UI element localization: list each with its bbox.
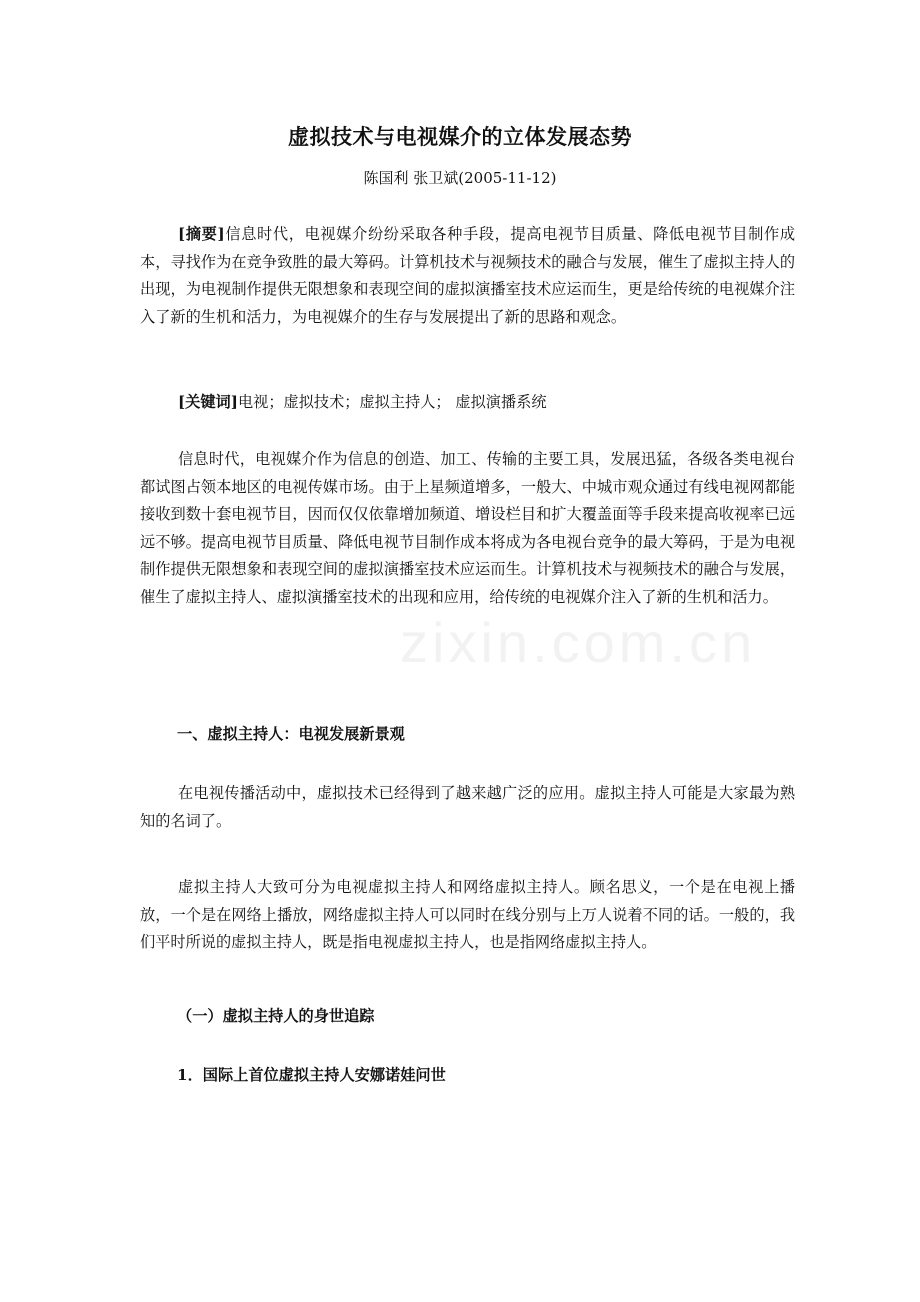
abstract-paragraph — [140, 221, 795, 331]
keywords-paragraph — [140, 389, 795, 417]
keywords-label: [关键词] — [178, 393, 238, 411]
abstract-label: [摘要] — [178, 225, 225, 243]
section1-paragraph-2: 虚拟主持人大致可分为电视虚拟主持人和网络虚拟主持人。顾名思义，一个是在电视上播放，一个是在网络上播放，网络虚拟主持人可以同时在线分别与上万人说着不同的话。一般的，我们平时所说的虚拟主持人，既是指电视虚拟主持人，也是指网络虚拟主持人。 — [140, 878, 795, 951]
abstract-text: 信息时代，电视媒介纷纷采取各种手段，提高电视节目质量、降低电视节目制作成本，寻找作为在竞争致胜的最大筹码。计算机技术与视频技术的融合与发展，催生了虚拟主持人的出现，为电视制作提供无限想象和表现空间的虚拟演播室技术应运而生，更是给传统的电视媒介注入了新的生机和活力，为电视媒介的生存与发展提出了新的思路和观念。 — [140, 225, 796, 326]
item1-heading: 1．国际上首位虚拟主持人安娜诺娃问世 — [177, 1066, 446, 1084]
author-line: 陈国利 张卫斌(2005-11-12) — [363, 169, 557, 187]
section1-heading: 一、虚拟主持人：电视发展新景观 — [177, 725, 405, 743]
section1-paragraph-1: 在电视传播活动中，虚拟技术已经得到了越来越广泛的应用。虚拟主持人可能是大家最为熟知的名词了。 — [140, 784, 795, 830]
intro-paragraph: 信息时代，电视媒介作为信息的创造、加工、传输的主要工具，发展迅猛，各级各类电视台都试图占领本地区的电视传媒市场。由于上星频道增多，一般大、中城市观众通过有线电视网都能接收到数十套电视节目，因而仅仅依靠增加频道、增设栏目和扩大覆盖面等手段来提高收视率已远远不够。提高电视节目质量、降低电视节目制作成本将成为各电视台竞争的最大筹码，于是为电视制作提供无限想象和表现空间的虚拟演播室技术应运而生。计算机技术与视频技术的融合与发展，催生了虚拟主持人、虚拟演播室技术的出现和应用，给传统的电视媒介注入了新的生机和活力。 — [140, 450, 795, 606]
subsection-heading: （一）虚拟主持人的身世追踪 — [177, 1007, 375, 1025]
document-title: 虚拟技术与电视媒介的立体发展态势 — [288, 124, 632, 149]
keywords-text: 电视；虚拟技术；虚拟主持人； 虚拟演播系统 — [237, 393, 547, 411]
watermark: zixin.com.cn — [400, 611, 757, 674]
